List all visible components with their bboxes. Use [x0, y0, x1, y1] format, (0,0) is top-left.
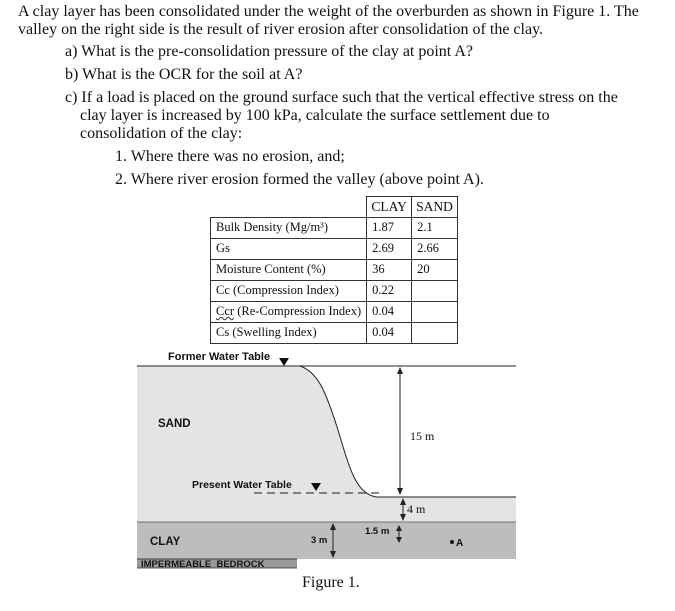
question-c-line-2: clay layer is increased by 100 kPa, calculate the surface settlement due to — [80, 107, 550, 124]
question-c-item-1: 1. Where there was no erosion, and; — [115, 148, 345, 165]
intro-line-1: A clay layer has been consolidated under the weight of the overburden as shown in Figure 1. The — [18, 3, 639, 20]
row-label-abbr: Ccr — [216, 304, 235, 318]
question-c-line-3: consolidation of the clay: — [80, 125, 243, 142]
sand-value — [412, 301, 458, 322]
clay-value: 0.22 — [367, 280, 412, 301]
question-c-line-1: c) If a load is placed on the ground surface such that the vertical effective stress on the — [65, 89, 618, 106]
present-water-table-label: Present Water Table — [192, 479, 292, 491]
former-water-table-marker — [279, 358, 289, 366]
sand-label: SAND — [158, 418, 191, 430]
bedrock-label: IMPERMEABLE BEDROCK — [141, 559, 265, 570]
row-label-rest: (Re-Compression Index) — [234, 304, 362, 318]
row-label: Bulk Density (Mg/m³) — [211, 217, 367, 238]
table-header-row — [211, 197, 458, 218]
row-label: Gs — [211, 238, 367, 259]
clay-label: CLAY — [150, 536, 181, 548]
question-b: b) What is the OCR for the soil at A? — [65, 66, 303, 83]
clay-value: 2.69 — [367, 238, 412, 259]
depth-15m-label: 15 m — [410, 429, 435, 443]
intro-line-2: valley on the right side is the result of river erosion after consolidation of the clay. — [18, 21, 544, 38]
sand-value: 2.66 — [412, 238, 458, 259]
soil-properties-table — [210, 196, 458, 344]
header-sand: SAND — [412, 197, 458, 218]
row-label: Cc (Compression Index) — [211, 280, 367, 301]
sand-value — [412, 280, 458, 301]
row-label: Moisture Content (%) — [211, 259, 367, 280]
question-a: a) What is the pre-consolidation pressure of the clay at point A? — [65, 43, 474, 60]
arrow-head-down-15m — [397, 488, 403, 495]
sand-layer — [137, 366, 516, 522]
row-label — [211, 301, 367, 322]
question-c-item-2: 2. Where river erosion formed the valley (above point A). — [115, 171, 484, 188]
table-row — [211, 259, 458, 280]
point-a-label: A — [456, 538, 464, 549]
clay-value: 36 — [367, 259, 412, 280]
table-row — [211, 238, 458, 259]
former-water-table-label: Former Water Table — [168, 351, 271, 363]
depth-1-5m-label: 1.5 m — [365, 526, 390, 537]
row-label: Cs (Swelling Index) — [211, 322, 367, 343]
table-corner — [211, 197, 367, 218]
clay-value: 0.04 — [367, 322, 412, 343]
figure-caption: Figure 1. — [302, 574, 360, 591]
figure-1-cross-section — [0, 340, 675, 572]
depth-4m-label: 4 m — [407, 502, 426, 516]
table-row — [211, 280, 458, 301]
table-row — [211, 301, 458, 322]
header-clay: CLAY — [367, 197, 412, 218]
sand-value: 20 — [412, 259, 458, 280]
clay-value: 0.04 — [367, 301, 412, 322]
clay-thickness-label: 3 m — [311, 535, 328, 546]
clay-value: 1.87 — [367, 217, 412, 238]
arrow-head-up-15m — [397, 367, 403, 374]
point-a-marker — [450, 540, 454, 544]
table-row — [211, 217, 458, 238]
sand-value: 2.1 — [412, 217, 458, 238]
